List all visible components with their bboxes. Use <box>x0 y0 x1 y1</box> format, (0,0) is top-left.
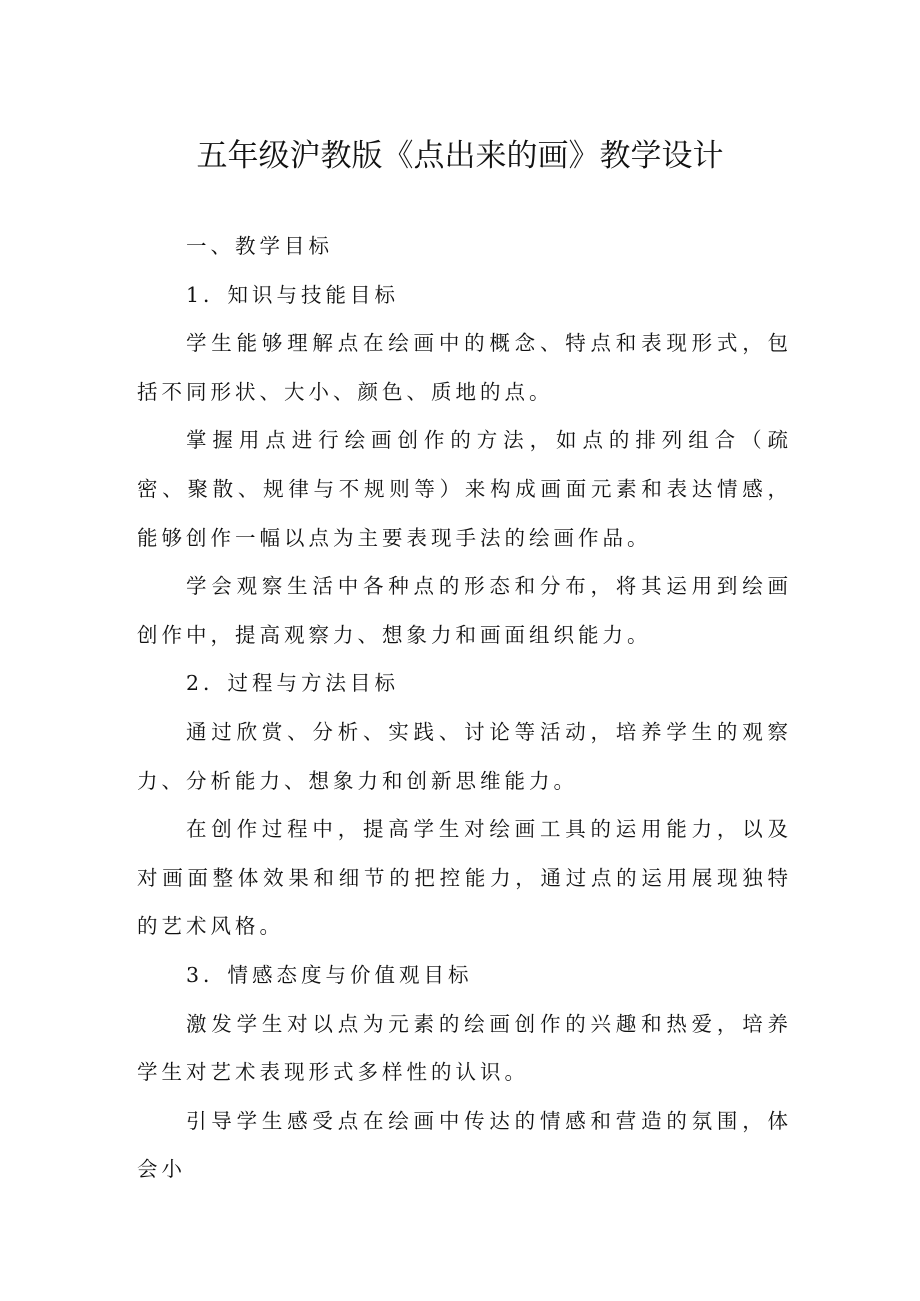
subsection-heading: 1．知识与技能目标 <box>186 282 400 307</box>
body-paragraph: 在创作过程中，提高学生对绘画工具的运用能力，以及对画面整体效果和细节的把控能力，通过点的运用展现独特的艺术风格。 <box>137 817 792 939</box>
document-title: 五年级沪教版《点出来的画》教学设计 <box>196 138 724 174</box>
body-paragraph: 学会观察生活中各种点的形态和分布，将其运用到绘画创作中，提高观察力、想象力和画面组织能力。 <box>137 574 792 647</box>
body-paragraph: 学生能够理解点在绘画中的概念、特点和表现形式，包括不同形状、大小、颜色、质地的点。 <box>137 331 792 404</box>
body-paragraph: 掌握用点进行绘画创作的方法，如点的排列组合（疏密、聚散、规律与不规则等）来构成画面元素和表达情感，能够创作一幅以点为主要表现手法的绘画作品。 <box>137 428 792 550</box>
body-paragraph: 激发学生对以点为元素的绘画创作的兴趣和热爱，培养学生对艺术表现形式多样性的认识。 <box>137 1011 792 1085</box>
subsection-heading: 2．过程与方法目标 <box>186 671 400 696</box>
body-paragraph: 引导学生感受点在绘画中传达的情感和营造的氛围，体会小 <box>137 1108 792 1182</box>
document-body <box>137 222 792 1194</box>
body-paragraph: 通过欣赏、分析、实践、讨论等活动，培养学生的观察力、分析能力、想象力和创新思维能力。 <box>137 719 792 793</box>
subsection-heading: 3．情感态度与价值观目标 <box>186 962 473 987</box>
section-heading: 一、教学目标 <box>186 234 333 258</box>
